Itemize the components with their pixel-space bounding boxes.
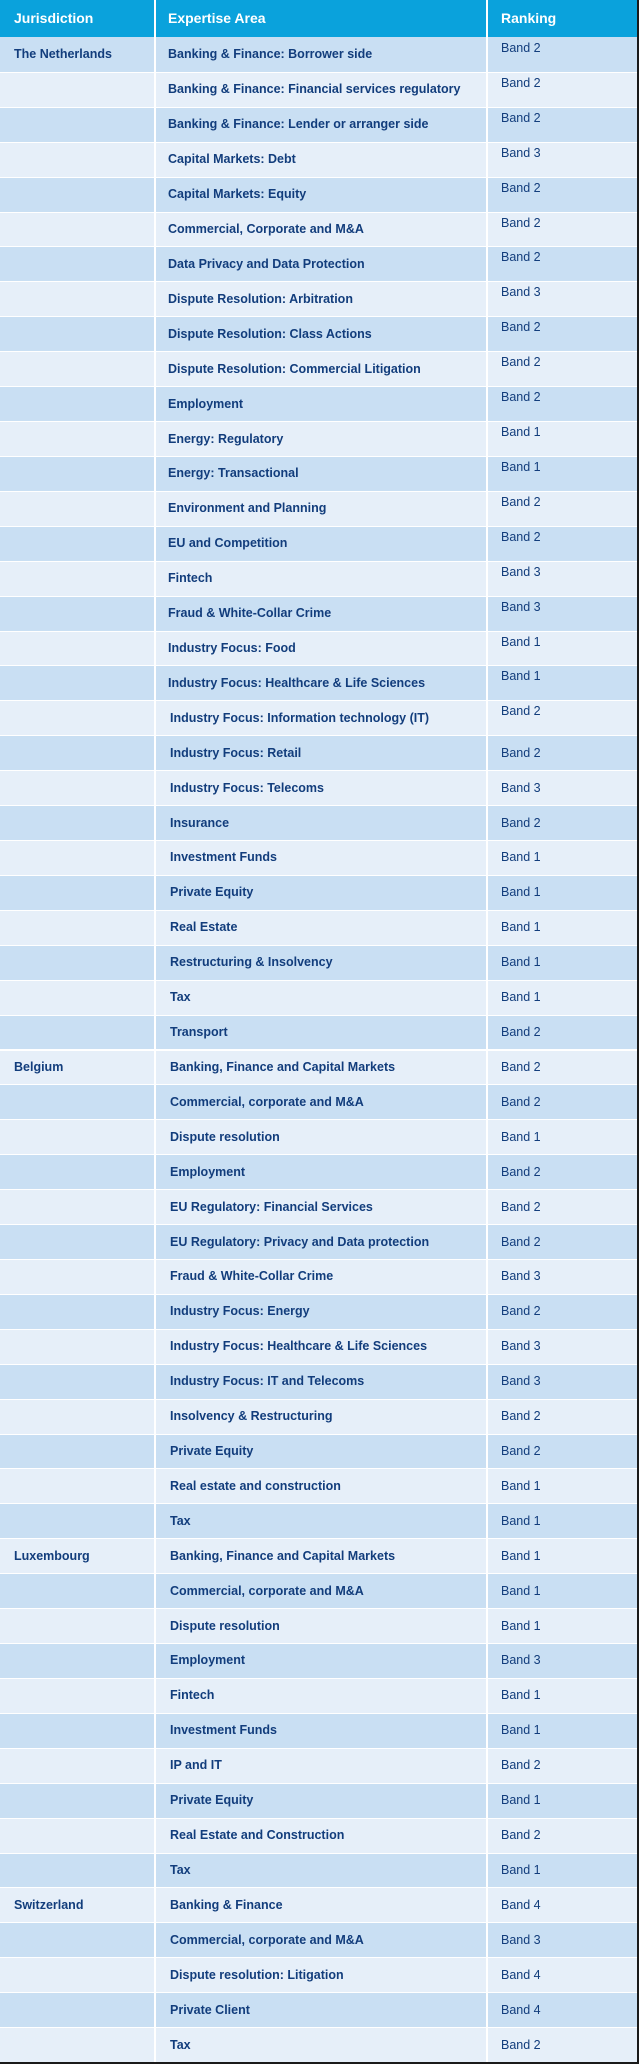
table-row: [0, 1364, 637, 1399]
jurisdiction-cell: [0, 1573, 154, 1608]
jurisdiction-cell: [0, 980, 154, 1015]
row-separator: [0, 1608, 637, 1609]
jurisdiction-cell: [0, 1643, 154, 1678]
expertise-area-cell: Fintech: [168, 571, 213, 586]
table-row: [0, 1015, 637, 1050]
jurisdiction-cell: [0, 805, 154, 840]
row-separator: [0, 421, 637, 422]
ranking-cell: Band 1: [501, 1618, 541, 1633]
row-separator: [0, 1119, 637, 1120]
expertise-area-cell: Dispute Resolution: Arbitration: [168, 291, 353, 306]
ranking-cell: Band 1: [501, 1583, 541, 1598]
row-separator: [0, 1887, 637, 1888]
ranking-cell: Band 2: [501, 1444, 541, 1458]
expertise-area-cell: EU Regulatory: Privacy and Data protection: [170, 1234, 430, 1249]
jurisdiction-cell: [0, 1434, 154, 1469]
jurisdiction-cell: [0, 281, 154, 316]
expertise-area-cell: Real Estate and Construction: [170, 1828, 345, 1843]
row-separator: [0, 1573, 637, 1574]
jurisdiction-cell: [0, 1154, 154, 1189]
ranking-cell: Band 2: [501, 1025, 541, 1040]
expertise-area-cell: Employment: [168, 396, 244, 411]
row-separator: [0, 281, 637, 282]
row-separator: [0, 875, 637, 876]
ranking-cell: Band 2: [501, 529, 541, 544]
ranking-cell: Band 1: [501, 850, 541, 865]
ranking-cell: Band 1: [501, 425, 541, 440]
row-separator: [0, 1538, 637, 1539]
ranking-cell: Band 3: [501, 1269, 541, 1284]
expertise-area-cell: Employment: [170, 1164, 246, 1179]
ranking-cell: Band 2: [501, 1164, 541, 1179]
jurisdiction-cell: [0, 212, 154, 247]
column-divider: [154, 0, 156, 2062]
ranking-cell: Band 2: [501, 1059, 541, 1074]
ranking-cell: Band 1: [501, 1513, 541, 1528]
table-row: [0, 980, 637, 1015]
table-row: [0, 1224, 637, 1259]
table-row: [0, 1189, 637, 1224]
ranking-cell: Band 2: [501, 1234, 541, 1249]
expertise-area-cell: Industry Focus: Healthcare & Life Sciences: [168, 675, 426, 690]
expertise-area-cell: Tax: [170, 2037, 191, 2052]
ranking-cell: Band 1: [501, 920, 541, 935]
jurisdiction-cell: [0, 840, 154, 875]
expertise-area-cell: Fintech: [170, 1688, 215, 1703]
jurisdiction-cell: [0, 351, 154, 386]
ranking-cell: Band 1: [501, 459, 541, 474]
row-separator: [0, 1713, 637, 1714]
ranking-cell: Band 2: [501, 41, 541, 55]
jurisdiction-cell: [0, 770, 154, 805]
row-separator: [0, 1154, 637, 1155]
jurisdiction-cell: [0, 1084, 154, 1119]
expertise-area-cell: IP and IT: [170, 1758, 222, 1773]
column-divider: [486, 0, 488, 2062]
row-separator: [0, 1189, 637, 1190]
jurisdiction-cell: [0, 910, 154, 945]
row-separator: [0, 72, 637, 73]
ranking-cell: Band 3: [501, 599, 541, 614]
expertise-area-cell: Transport: [170, 1025, 228, 1040]
row-separator: [0, 386, 637, 387]
row-separator: [0, 1224, 637, 1225]
row-separator: [0, 1818, 637, 1819]
jurisdiction-cell: [0, 945, 154, 980]
row-separator: [0, 2027, 637, 2028]
ranking-cell: Band 2: [501, 355, 541, 370]
jurisdiction-cell: [0, 1294, 154, 1329]
jurisdiction-cell: [0, 735, 154, 770]
table-row: [0, 142, 637, 177]
row-separator: [0, 805, 637, 806]
table-row: [0, 770, 637, 805]
ranking-cell: Band 3: [501, 285, 541, 300]
table-row: [0, 1608, 637, 1643]
expertise-area-cell: Investment Funds: [170, 1723, 277, 1738]
row-separator: [0, 1329, 637, 1330]
table-row: [0, 596, 637, 631]
ranking-cell: Band 3: [501, 1653, 541, 1668]
row-separator: [0, 1922, 637, 1923]
ranking-cell: Band 1: [501, 885, 541, 900]
expertise-area-cell: Private Equity: [170, 885, 254, 900]
expertise-area-cell: Capital Markets: Equity: [168, 187, 307, 202]
expertise-area-cell: Private Equity: [170, 1444, 254, 1458]
ranking-cell: Band 1: [501, 1688, 541, 1703]
row-separator: [0, 1748, 637, 1749]
table-row: [0, 1992, 637, 2027]
jurisdiction-cell: [0, 1713, 154, 1748]
expertise-area-cell: Data Privacy and Data Protection: [168, 256, 365, 271]
jurisdiction-cell: Luxembourg: [14, 1548, 90, 1563]
table-row: [0, 1538, 637, 1573]
jurisdiction-cell: [0, 72, 154, 107]
expertise-area-cell: Tax: [170, 990, 191, 1005]
row-separator: [0, 1503, 637, 1504]
jurisdiction-cell: [0, 526, 154, 561]
row-separator: [0, 596, 637, 597]
table-row: [0, 1643, 637, 1678]
ranking-cell: Band 2: [501, 320, 541, 335]
ranking-cell: Band 2: [501, 494, 541, 509]
expertise-area-cell: Industry Focus: Energy: [170, 1304, 310, 1319]
ranking-cell: Band 2: [501, 75, 541, 90]
table-row: [0, 875, 637, 910]
ranking-cell: Band 1: [501, 1793, 541, 1808]
table-row: [0, 421, 637, 456]
expertise-area-cell: Banking & Finance: Lender or arranger side: [168, 117, 429, 132]
row-separator: [0, 1084, 637, 1085]
expertise-area-cell: Commercial, Corporate and M&A: [168, 222, 364, 237]
table-header: [0, 0, 637, 37]
expertise-area-cell: Banking & Finance: Financial services regulatory: [168, 82, 461, 97]
row-separator: [0, 700, 637, 701]
jurisdiction-cell: [0, 1189, 154, 1224]
table-row: [0, 281, 637, 316]
expertise-area-cell: Private Client: [170, 2002, 250, 2017]
row-separator: [0, 735, 637, 736]
table-row: [0, 1713, 637, 1748]
ranking-cell: Band 2: [501, 180, 541, 195]
row-separator: [0, 491, 637, 492]
ranking-cell: Band 1: [501, 1862, 541, 1877]
row-separator: [0, 840, 637, 841]
row-separator: [0, 107, 637, 108]
jurisdiction-cell: [0, 316, 154, 351]
ranking-cell: Band 2: [501, 1199, 541, 1214]
jurisdiction-cell: [0, 1608, 154, 1643]
expertise-area-cell: Capital Markets: Debt: [168, 152, 296, 167]
jurisdiction-cell: [0, 631, 154, 666]
expertise-area-cell: Dispute resolution: [170, 1129, 280, 1144]
expertise-area-cell: EU Regulatory: Financial Services: [170, 1199, 373, 1214]
expertise-area-cell: Dispute Resolution: Class Actions: [168, 326, 372, 341]
ranking-cell: Band 2: [501, 1828, 541, 1843]
table-row: [0, 1050, 637, 1085]
expertise-area-cell: Dispute resolution: Litigation: [170, 1967, 344, 1982]
expertise-area-cell: Commercial, corporate and M&A: [170, 1094, 364, 1109]
jurisdiction-cell: The Netherlands: [14, 47, 112, 62]
jurisdiction-cell: [0, 700, 154, 735]
ranking-cell: Band 3: [501, 145, 541, 160]
jurisdiction-cell: [0, 665, 154, 700]
ranking-cell: Band 2: [501, 250, 541, 265]
ranking-cell: Band 2: [501, 815, 541, 830]
table-row: [0, 665, 637, 700]
ranking-cell: Band 1: [501, 990, 541, 1005]
ranking-cell: Band 2: [501, 745, 541, 760]
table-row: [0, 456, 637, 491]
expertise-area-cell: Industry Focus: Food: [168, 640, 296, 655]
header-ranking: Ranking: [501, 10, 557, 26]
row-separator: [0, 1294, 637, 1295]
row-separator: [0, 1643, 637, 1644]
jurisdiction-cell: [0, 1678, 154, 1713]
jurisdiction-cell: Belgium: [14, 1059, 64, 1074]
row-separator: [0, 1468, 637, 1469]
ranking-cell: Band 2: [501, 110, 541, 125]
table-row: [0, 1468, 637, 1503]
table-row: [0, 1259, 637, 1294]
row-separator: [0, 456, 637, 457]
expertise-area-cell: Dispute Resolution: Commercial Litigation: [168, 361, 421, 376]
expertise-area-cell: Tax: [170, 1862, 191, 1877]
table-row: [0, 316, 637, 351]
expertise-area-cell: Environment and Planning: [168, 501, 327, 516]
ranking-cell: Band 2: [501, 1094, 541, 1109]
ranking-cell: Band 1: [501, 669, 541, 684]
jurisdiction-cell: [0, 1957, 154, 1992]
row-separator: [0, 1434, 637, 1435]
expertise-area-cell: Industry Focus: Telecoms: [170, 780, 324, 795]
table-row: [0, 1084, 637, 1119]
ranking-cell: Band 3: [501, 1339, 541, 1354]
ranking-cell: Band 1: [501, 1548, 541, 1563]
jurisdiction-cell: [0, 421, 154, 456]
table-row: [0, 1119, 637, 1154]
row-separator: [0, 1259, 637, 1260]
jurisdiction-cell: [0, 1329, 154, 1364]
ranking-cell: Band 1: [501, 634, 541, 649]
table-row: [0, 1853, 637, 1888]
table-row: [0, 246, 637, 281]
expertise-area-cell: Employment: [170, 1653, 246, 1668]
jurisdiction-cell: [0, 177, 154, 212]
row-separator: [0, 1015, 637, 1016]
expertise-area-cell: Commercial, corporate and M&A: [170, 1932, 364, 1947]
expertise-area-cell: Banking, Finance and Capital Markets: [170, 1059, 396, 1074]
row-separator: [0, 142, 637, 143]
jurisdiction-cell: [0, 1468, 154, 1503]
expertise-area-cell: Banking & Finance: Borrower side: [168, 47, 373, 62]
table-row: [0, 526, 637, 561]
row-separator: [0, 1853, 637, 1854]
row-separator: [0, 980, 637, 981]
jurisdiction-cell: [0, 1922, 154, 1957]
ranking-cell: Band 4: [501, 2002, 541, 2017]
expertise-area-cell: Real Estate: [170, 920, 238, 935]
table-row: [0, 1957, 637, 1992]
expertise-area-cell: Fraud & White-Collar Crime: [168, 606, 332, 621]
expertise-area-cell: Industry Focus: IT and Telecoms: [170, 1374, 365, 1389]
jurisdiction-cell: [0, 1783, 154, 1818]
ranking-cell: Band 1: [501, 1129, 541, 1144]
expertise-area-cell: Dispute resolution: [170, 1618, 280, 1633]
expertise-area-cell: Industry Focus: Retail: [170, 745, 302, 760]
table-row: [0, 700, 637, 735]
jurisdiction-cell: [0, 246, 154, 281]
expertise-area-cell: Restructuring & Insolvency: [170, 955, 333, 970]
table-row: [0, 1434, 637, 1469]
row-separator: [0, 526, 637, 527]
table-row: [0, 37, 637, 72]
jurisdiction-cell: [0, 1503, 154, 1538]
table-row: [0, 386, 637, 421]
table-row: [0, 1503, 637, 1538]
jurisdiction-cell: [0, 1818, 154, 1853]
table-row: [0, 561, 637, 596]
table-row: [0, 1818, 637, 1853]
ranking-cell: Band 1: [501, 1723, 541, 1738]
table-row: [0, 1783, 637, 1818]
row-separator: [0, 1050, 637, 1051]
jurisdiction-cell: [0, 1399, 154, 1434]
ranking-cell: Band 4: [501, 1897, 541, 1912]
expertise-area-cell: Commercial, corporate and M&A: [170, 1583, 364, 1598]
table-row: [0, 1294, 637, 1329]
table-row: [0, 1678, 637, 1713]
ranking-cell: Band 3: [501, 1932, 541, 1947]
row-separator: [0, 945, 637, 946]
jurisdiction-cell: [0, 1224, 154, 1259]
table-row: [0, 491, 637, 526]
table-row: [0, 1154, 637, 1189]
ranking-cell: Band 2: [501, 215, 541, 230]
ranking-cell: Band 1: [501, 955, 541, 970]
ranking-cell: Band 3: [501, 780, 541, 795]
row-separator: [0, 631, 637, 632]
expertise-area-cell: Insurance: [170, 815, 230, 830]
row-separator: [0, 910, 637, 911]
row-separator: [0, 246, 637, 247]
ranking-cell: Band 2: [501, 704, 541, 719]
expertise-area-cell: Banking & Finance: [170, 1897, 283, 1912]
table-row: [0, 212, 637, 247]
ranking-cell: Band 1: [501, 1478, 541, 1493]
row-separator: [0, 316, 637, 317]
jurisdiction-cell: [0, 1748, 154, 1783]
table-row: [0, 910, 637, 945]
header-expertise-area: Expertise Area: [168, 10, 266, 26]
expertise-area-cell: Private Equity: [170, 1793, 254, 1808]
table-row: [0, 840, 637, 875]
jurisdiction-cell: [0, 875, 154, 910]
table-row: [0, 1748, 637, 1783]
expertise-area-cell: Industry Focus: Healthcare & Life Sciences: [170, 1339, 428, 1354]
jurisdiction-cell: [0, 2027, 154, 2062]
row-separator: [0, 1783, 637, 1784]
row-separator: [0, 351, 637, 352]
jurisdiction-cell: [0, 491, 154, 526]
row-separator: [0, 770, 637, 771]
table-row: [0, 1399, 637, 1434]
table-row: [0, 805, 637, 840]
jurisdiction-cell: [0, 1015, 154, 1050]
table-row: [0, 735, 637, 770]
jurisdiction-cell: [0, 1119, 154, 1154]
row-separator: [0, 1399, 637, 1400]
expertise-area-cell: Real estate and construction: [170, 1478, 341, 1493]
table-row: [0, 72, 637, 107]
expertise-area-cell: Investment Funds: [170, 850, 277, 865]
table-row: [0, 107, 637, 142]
jurisdiction-cell: [0, 1259, 154, 1294]
ranking-cell: Band 2: [501, 1304, 541, 1319]
table-row: [0, 2027, 637, 2062]
row-separator: [0, 212, 637, 213]
table-row: [0, 945, 637, 980]
jurisdiction-cell: [0, 456, 154, 491]
row-separator: [0, 665, 637, 666]
jurisdiction-cell: [0, 386, 154, 421]
jurisdiction-cell: [0, 107, 154, 142]
row-separator: [0, 1992, 637, 1993]
table-row: [0, 177, 637, 212]
row-separator: [0, 561, 637, 562]
jurisdiction-cell: [0, 1853, 154, 1888]
table-row: [0, 1922, 637, 1957]
expertise-area-cell: Insolvency & Restructuring: [170, 1409, 333, 1424]
expertise-area-cell: EU and Competition: [168, 536, 288, 551]
row-separator: [0, 1364, 637, 1365]
ranking-cell: Band 2: [501, 390, 541, 405]
table-row: [0, 1329, 637, 1364]
jurisdiction-cell: [0, 561, 154, 596]
ranking-cell: Band 3: [501, 1374, 541, 1389]
header-jurisdiction: Jurisdiction: [14, 10, 94, 26]
table-row: [0, 1573, 637, 1608]
row-separator: [0, 1957, 637, 1958]
table-row: [0, 351, 637, 386]
row-separator: [0, 177, 637, 178]
table-row: [0, 1887, 637, 1922]
expertise-area-cell: Banking, Finance and Capital Markets: [170, 1548, 396, 1563]
jurisdiction-cell: [0, 1364, 154, 1399]
expertise-area-cell: Energy: Regulatory: [168, 431, 284, 446]
table-row: [0, 631, 637, 666]
jurisdiction-cell: Switzerland: [14, 1897, 84, 1912]
expertise-area-cell: Industry Focus: Information technology (IT): [170, 710, 430, 725]
expertise-area-cell: Energy: Transactional: [168, 466, 299, 481]
ranking-cell: Band 4: [501, 1967, 541, 1982]
ranking-cell: Band 2: [501, 1758, 541, 1773]
ranking-cell: Band 2: [501, 1409, 541, 1424]
jurisdiction-cell: [0, 142, 154, 177]
expertise-area-cell: Fraud & White-Collar Crime: [170, 1269, 334, 1284]
row-separator: [0, 1678, 637, 1679]
expertise-area-cell: Tax: [170, 1513, 191, 1528]
jurisdiction-cell: [0, 1992, 154, 2027]
ranking-cell: Band 2: [501, 2037, 541, 2052]
jurisdiction-cell: [0, 596, 154, 631]
ranking-cell: Band 3: [501, 564, 541, 579]
